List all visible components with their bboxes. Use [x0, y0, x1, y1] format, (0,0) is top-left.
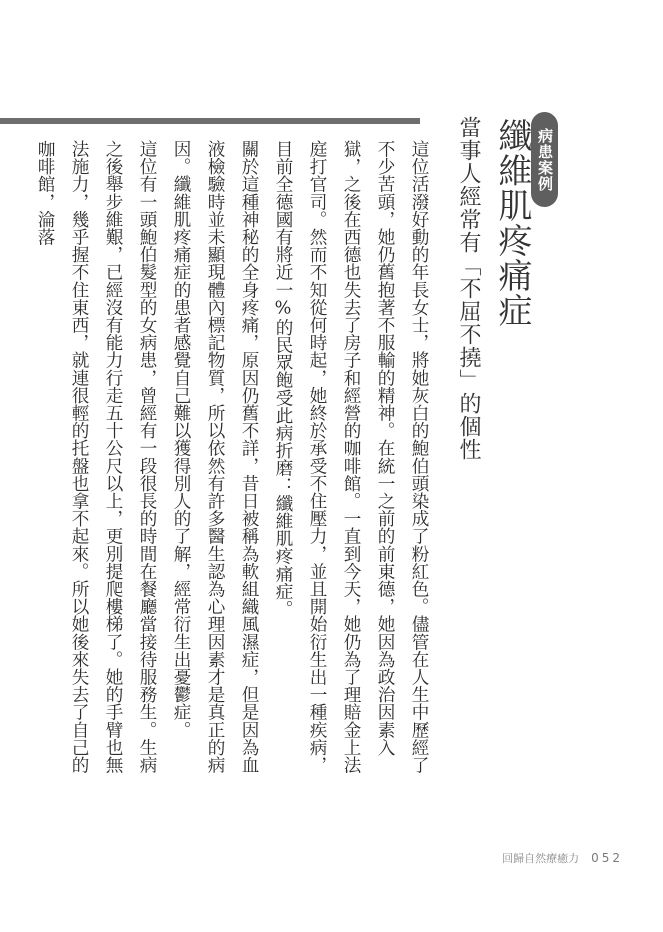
- header-rule: [0, 118, 420, 124]
- page-footer: [502, 850, 623, 866]
- category-badge: 病患案例: [531, 112, 558, 207]
- paragraph: 關於這種神秘的全身疼痛，原因仍舊不詳，昔日被稱為軟組織風濕症，但是因為血液檢驗時並未顯現體內標記物質，所以依然有許多醫生認為心理因素才是真正的病因。纖維肌疼痛症的患者感覺自己難以獲得別人的了解，經常衍生出憂鬱症。: [171, 140, 259, 774]
- paragraph: 這位有一頭鮑伯髮型的女病患，曾經有一段很長的時間在餐廳當接待服務生。生病之後舉步維艱，已經沒有能力行走五十公尺以上，更別提爬樓梯了。她的手臂也無法施力，幾乎握不住東西，就連很輕的托盤也拿不起來。所以她後來失去了自己的咖啡館，淪落: [35, 140, 157, 774]
- page-subtitle: 當事人經常有「不屈不撓」的個性: [456, 116, 481, 461]
- book-title: 回歸自然療癒力: [502, 852, 580, 865]
- page-number: 052: [591, 851, 623, 865]
- body-text: [35, 140, 436, 790]
- paragraph: 這位活潑好動的年長女士，將她灰白的鮑伯頭染成了粉紅色。儘管在人生中歷經了不少苦頭，她仍舊抱著不服輸的精神。在統一之前的前東德，她因為政治因素入獄，之後在西德也失去了房子和經營的咖啡館。一直到今天，她仍為了理賠金上法庭打官司。然而不知從何時起，她終於承受不住壓力，並且開始衍生出一種疾病，目前全德國有將近一%的民眾飽受此病折磨：纖維肌疼痛症。: [273, 140, 429, 774]
- page-title: 纖維肌疼痛症: [492, 118, 532, 328]
